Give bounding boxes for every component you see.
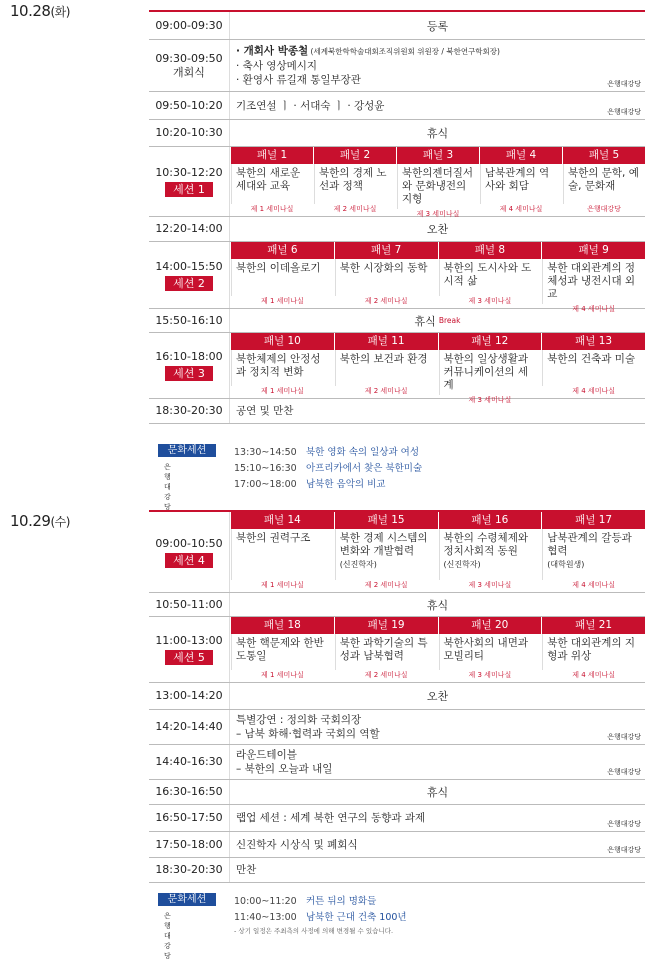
panel-column bbox=[438, 512, 542, 592]
date-day2: 10.29(수) bbox=[10, 512, 70, 530]
panel-column bbox=[230, 617, 334, 682]
schedule-day1 bbox=[149, 10, 645, 424]
panel-column bbox=[438, 242, 542, 308]
panel-title: 북한의 건축과 미술 bbox=[542, 350, 645, 386]
panel-subtitle: (신진학자) bbox=[443, 560, 481, 569]
panel-venue: 제 1 세미나실 bbox=[261, 671, 304, 679]
panel-title: 북한의 경제 노선과 정책 bbox=[314, 164, 396, 204]
panel-column bbox=[313, 147, 396, 216]
panel-venue: 제 4 세미나실 bbox=[499, 205, 543, 213]
row-opening: 09:30-09:50 개회식 · 개회사 박종철 (세계북한학학술대회조직위원회 위원장 / 북한연구학회장) · 축사 영상메시지 · 환영사 류길재 통일부장관 은행대강당 bbox=[149, 40, 645, 92]
panel-venue: 제 3 세미나실 bbox=[416, 210, 460, 218]
panel-title: 북한의 새로운 세대와 교육 bbox=[231, 164, 313, 204]
panel-header: 패널 21 bbox=[542, 617, 645, 634]
panel-title: 북한 핵문제와 한반도통일 bbox=[231, 634, 334, 670]
panel-header: 패널 16 bbox=[439, 512, 542, 529]
panel-title: 북한 대외관계의 지형과 위상 bbox=[542, 634, 645, 670]
row-lunch: 12:20-14:00 오찬 bbox=[149, 217, 645, 242]
culture-item: 17:00~18:00 남북한 음악의 비교 bbox=[234, 479, 386, 490]
panel-header: 패널 6 bbox=[231, 242, 334, 259]
panel-column bbox=[334, 512, 438, 592]
panel-header: 패널 10 bbox=[231, 333, 334, 350]
panel-venue: 제 1 세미나실 bbox=[261, 581, 304, 589]
culture-item: 15:10~16:30 아프리카에서 찾은 북한미술 bbox=[234, 463, 423, 474]
panel-title: 북한의 이데올로기 bbox=[231, 259, 334, 296]
panel-title: 북한의 일상생활과 커뮤니케이션의 세계 bbox=[439, 350, 542, 395]
panel-venue: 제 4 세미나실 bbox=[572, 671, 615, 679]
panel-header: 패널 4 bbox=[480, 147, 562, 164]
panel-header: 패널 2 bbox=[314, 147, 396, 164]
panel-header: 패널 9 bbox=[542, 242, 645, 259]
panel-title: 북한체제의 안정성과 정치적 변화 bbox=[231, 350, 334, 386]
panel-venue: 제 3 세미나실 bbox=[468, 671, 512, 679]
date-day1: 10.28(화) bbox=[10, 2, 70, 20]
panel-column bbox=[438, 333, 542, 404]
panel-header: 패널 14 bbox=[231, 512, 334, 529]
panels-session-4 bbox=[230, 512, 645, 592]
panels-session-5 bbox=[230, 617, 645, 682]
panel-title: 남북관계의 갈등과 협력 (대학원생) bbox=[542, 529, 645, 580]
panel-header: 패널 20 bbox=[439, 617, 542, 634]
row-keynote: 09:50-10:20 기조연설 ㅣ · 서대숙 ㅣ · 강성윤 은행대강당 bbox=[149, 92, 645, 120]
panels-session-3 bbox=[230, 333, 645, 404]
panel-column bbox=[334, 333, 438, 398]
panel-header: 패널 17 bbox=[542, 512, 645, 529]
panel-subtitle: (대학원생) bbox=[547, 560, 585, 569]
panel-venue: 제 3 세미나실 bbox=[468, 297, 512, 305]
panel-header: 패널 5 bbox=[563, 147, 645, 164]
culture-item: 10:00~11:20 커튼 뒤의 명화들 bbox=[234, 896, 377, 907]
panel-title: 북한 대외관계의 정체성과 냉전시대 외교 bbox=[542, 259, 645, 304]
panel-header: 패널 19 bbox=[335, 617, 438, 634]
panel-venue: 제 4 세미나실 bbox=[572, 387, 615, 395]
row-session-2: 14:00-15:50 세션 2 패널 6 북한의 이데올로기 제 1 세미나실 패널 7 북한 시장화의 동학 제 2 세미나실 패널 8 북한의 도시사와 도시적 삶 제 3 세미나실 패널 9 북한 대외관계의 정체성과 냉전시대 외교 제 4 세미나실 bbox=[149, 242, 645, 309]
panel-header: 패널 11 bbox=[335, 333, 438, 350]
panel-header: 패널 15 bbox=[335, 512, 438, 529]
row-break: 10:20-10:30 휴식 bbox=[149, 120, 645, 147]
panel-title: 북한 과학기술의 특성과 남북협력 bbox=[335, 634, 438, 670]
panel-title: 북한 경제 시스템의 변화와 개발협력 (신진학자) bbox=[335, 529, 438, 580]
panel-header: 패널 7 bbox=[335, 242, 438, 259]
panel-column bbox=[541, 512, 645, 592]
panel-header: 패널 18 bbox=[231, 617, 334, 634]
row-registration: 09:00-09:30 등록 bbox=[149, 12, 645, 40]
row-lunch: 13:00-14:20 오찬 bbox=[149, 683, 645, 710]
panel-venue: 제 2 세미나실 bbox=[364, 297, 408, 305]
panel-venue: 제 3 세미나실 bbox=[468, 581, 512, 589]
panel-column bbox=[334, 242, 438, 308]
panel-column bbox=[230, 242, 334, 308]
row-dinner: 18:30-20:30 만찬 bbox=[149, 858, 645, 883]
culture-item: 11:40~13:00 남북한 근대 건축 100년 bbox=[234, 912, 407, 923]
culture-item: 13:30~14:50 북한 영화 속의 일상과 여성 bbox=[234, 447, 420, 458]
panel-column bbox=[230, 333, 334, 398]
panel-header: 패널 13 bbox=[542, 333, 645, 350]
panel-header: 패널 12 bbox=[439, 333, 542, 350]
panel-title: 북한의젠더질서와 문화냉전의지형 bbox=[397, 164, 479, 209]
panel-venue: 제 2 세미나실 bbox=[364, 671, 408, 679]
panel-title: 북한의 수령체제와 정치사회적 동원 (신진학자) bbox=[439, 529, 542, 580]
panel-venue: 제 1 세미나실 bbox=[261, 297, 304, 305]
row-wrapup: 16:50-17:50 랩업 세션 : 세계 북한 연구의 동향과 과제 은행대강당 bbox=[149, 805, 645, 832]
panel-title: 북한사회의 내면과 모빌리티 bbox=[439, 634, 542, 670]
panel-header: 패널 8 bbox=[439, 242, 542, 259]
panel-column bbox=[334, 617, 438, 682]
row-dinner: 18:30-20:30 공연 및 만찬 bbox=[149, 399, 645, 424]
row-roundtable: 14:40-16:30 라운드테이블 – 북한의 오늘과 내일 은행대강당 bbox=[149, 745, 645, 780]
row-special-lecture: 14:20-14:40 특별강연 : 정의화 국회의장 – 남북 화해·협력과 국회의 역할 은행대강당 bbox=[149, 710, 645, 745]
panel-title: 북한의 도시사와 도시적 삶 bbox=[439, 259, 542, 296]
panel-title: 남북관계의 역사와 회담 bbox=[480, 164, 562, 204]
panel-venue: 제 4 세미나실 bbox=[572, 581, 615, 589]
panel-column bbox=[541, 333, 645, 398]
panel-venue: 제 1 세미나실 bbox=[250, 205, 294, 213]
row-session-5: 11:00-13:00 세션 5 패널 18 북한 핵문제와 한반도통일 제 1 세미나실 패널 19 북한 과학기술의 특성과 남북협력 제 2 세미나실 패널 20 북한사회의 내면과 모빌리티 제 3 세미나실 패널 21 북한 대외관계의 지형과 위상 제 4 세미나실 bbox=[149, 617, 645, 683]
panels-session-2 bbox=[230, 242, 645, 313]
panel-venue: 제 1 세미나실 bbox=[261, 387, 304, 395]
row-closing: 17:50-18:00 신진학자 시상식 및 폐회식 은행대강당 bbox=[149, 832, 645, 858]
panel-venue: 은행대강당 bbox=[587, 205, 621, 213]
panel-venue: 제 2 세미나실 bbox=[364, 581, 408, 589]
panel-venue: 제 3 세미나실 bbox=[468, 396, 512, 404]
row-session-4: 09:00-10:50 세션 4 패널 14 북한의 권력구조 제 1 세미나실 패널 15 북한 경제 시스템의 변화와 개발협력 (신진학자) 제 2 세미나실 패널 16 북한의 수령체제와 정치사회적 동원 (신진학자) 제 3 세미나실 패널 17 남북관계의 갈등과 협력 (대학원생) 제 4 세미나실 bbox=[149, 512, 645, 593]
panel-venue: 제 2 세미나실 bbox=[364, 387, 408, 395]
schedule-day2 bbox=[149, 510, 645, 883]
row-break2: 15:50-16:10 휴식 Break bbox=[149, 309, 645, 333]
panel-subtitle: (신진학자) bbox=[339, 560, 377, 569]
panel-header: 패널 1 bbox=[231, 147, 313, 164]
panels-session-1 bbox=[230, 147, 645, 216]
row-break: 10:50-11:00 휴식 bbox=[149, 593, 645, 617]
panel-header: 패널 3 bbox=[397, 147, 479, 164]
panel-title: 북한 시장화의 동학 bbox=[335, 259, 438, 296]
panel-column bbox=[230, 512, 334, 592]
panel-column bbox=[396, 147, 479, 216]
panel-column bbox=[479, 147, 562, 216]
panel-column bbox=[562, 147, 645, 216]
row-session-3: 16:10-18:00 세션 3 패널 10 북한체제의 안정성과 정치적 변화 제 1 세미나실 패널 11 북한의 보건과 환경 제 2 세미나실 패널 12 북한의 일상생활과 커뮤니케이션의 세계 제 3 세미나실 패널 13 북한의 건축과 미술 제 4 세미나실 bbox=[149, 333, 645, 399]
panel-column bbox=[541, 242, 645, 313]
panel-venue: 제 2 세미나실 bbox=[333, 205, 377, 213]
panel-title: 북한의 권력구조 bbox=[231, 529, 334, 580]
panel-title: 북한의 문학, 예술, 문화재 bbox=[563, 164, 645, 204]
row-session-1: 10:30-12:20 세션 1 패널 1 북한의 새로운 세대와 교육 제 1 세미나실 패널 2 북한의 경제 노선과 정책 제 2 세미나실 패널 3 북한의젠더질서와 문화냉전의지형 제 3 세미나실 패널 4 남북관계의 역사와 회담 제 4 세미나실 패널 5 북한의 문학, 예술, 문화재 은행대강당 bbox=[149, 147, 645, 217]
panel-venue: 제 4 세미나실 bbox=[572, 305, 615, 313]
row-break2: 16:30-16:50 휴식 bbox=[149, 780, 645, 805]
footnote: - 상기 일정은 주최측의 사정에 의해 변경될 수 있습니다. bbox=[234, 927, 394, 935]
panel-column bbox=[541, 617, 645, 682]
panel-column bbox=[230, 147, 313, 216]
panel-title: 북한의 보건과 환경 bbox=[335, 350, 438, 386]
panel-column bbox=[438, 617, 542, 682]
